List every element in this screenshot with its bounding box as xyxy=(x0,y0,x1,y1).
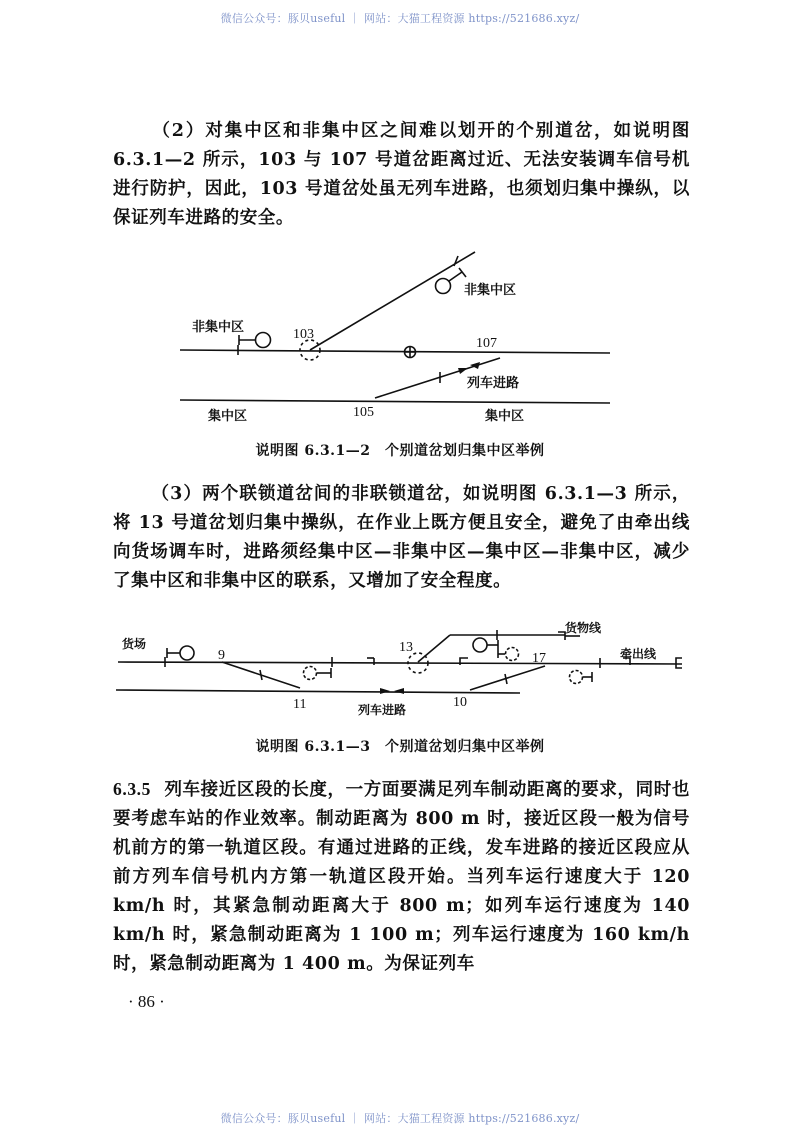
paragraph-3-text: （3）两个联锁道岔间的非联锁道岔，如说明图 6.3.1—3 所示，将 13 号道岔划归集中操纵，在作业上既方便且安全，避免了由牵出线向货场调车时，进路须经集中区—非集中区—集中区—非集中区，减少了集中区和非集中区的联系，又增加了安全程度。 xyxy=(113,484,690,591)
label-train-route: 列车进路 xyxy=(467,376,520,391)
paragraph-2 xyxy=(113,117,690,233)
paragraph-3 xyxy=(113,480,690,596)
label-train-route: 列车进路 xyxy=(358,703,407,717)
label-freight-line: 货物线 xyxy=(565,621,602,635)
label-switch-17: 17 xyxy=(532,651,546,666)
figure-6-3-1-2-diagram xyxy=(170,250,620,435)
section-number: 6.3.5 xyxy=(113,779,151,799)
label-freight-yard: 货场 xyxy=(122,637,147,651)
figure-3-caption: 说明图 6.3.1—3 个别道岔划归集中区举例 xyxy=(255,739,545,755)
label-switch-9: 9 xyxy=(218,648,225,663)
label-switch-11: 11 xyxy=(293,697,307,712)
label-switch-10: 10 xyxy=(453,695,467,710)
watermark-bottom: 微信公众号：豚贝useful ｜ 网站：大猫工程资源 https://521686.xyz/ xyxy=(220,1112,580,1125)
label-non-central-left: 非集中区 xyxy=(192,320,245,335)
paragraph-2-text: （2）对集中区和非集中区之间难以划开的个别道岔，如说明图 6.3.1—2 所示，103 与 107 号道岔距离过近、无法安装调车信号机进行防护，因此，103 号道岔处虽无列车进路，也须划归集中操纵，以保证列车进路的安全。 xyxy=(113,121,690,228)
label-central-right: 集中区 xyxy=(485,409,525,424)
label-switch-107: 107 xyxy=(476,336,497,351)
paragraph-6-3-5-text: 列车接近区段的长度，一方面要满足列车制动距离的要求，同时也要考虑车站的作业效率。制动距离为 800 m 时，接近区段一般为信号机前方的第一轨道区段。有通过进路的正线，发车进路的接近区段应从前方列车信号机内方第一轨道区段开始。当列车运行速度大于 120 km/h 时，其紧急制动距离大于 800 m；如列车运行速度为 140 km/h 时，紧急制动距离为 1 100 m；列车运行速度为 160 km/h 时，紧急制动距离为 1 400 m。为保证列车 xyxy=(113,780,690,974)
label-lead-track: 牵出线 xyxy=(620,647,657,661)
page-number: · 86 · xyxy=(128,992,165,1011)
figure-6-3-1-3-diagram xyxy=(110,610,690,720)
paragraph-6-3-5 xyxy=(113,775,690,979)
figure-2-caption: 说明图 6.3.1—2 个别道岔划归集中区举例 xyxy=(255,443,545,459)
label-switch-105: 105 xyxy=(353,405,374,420)
label-non-central-right: 非集中区 xyxy=(464,283,517,298)
label-switch-13: 13 xyxy=(399,640,413,655)
label-central-left: 集中区 xyxy=(208,409,248,424)
watermark-top: 微信公众号：豚贝useful ｜ 网站：大猫工程资源 https://521686.xyz/ xyxy=(220,12,580,25)
label-switch-103: 103 xyxy=(293,327,314,342)
